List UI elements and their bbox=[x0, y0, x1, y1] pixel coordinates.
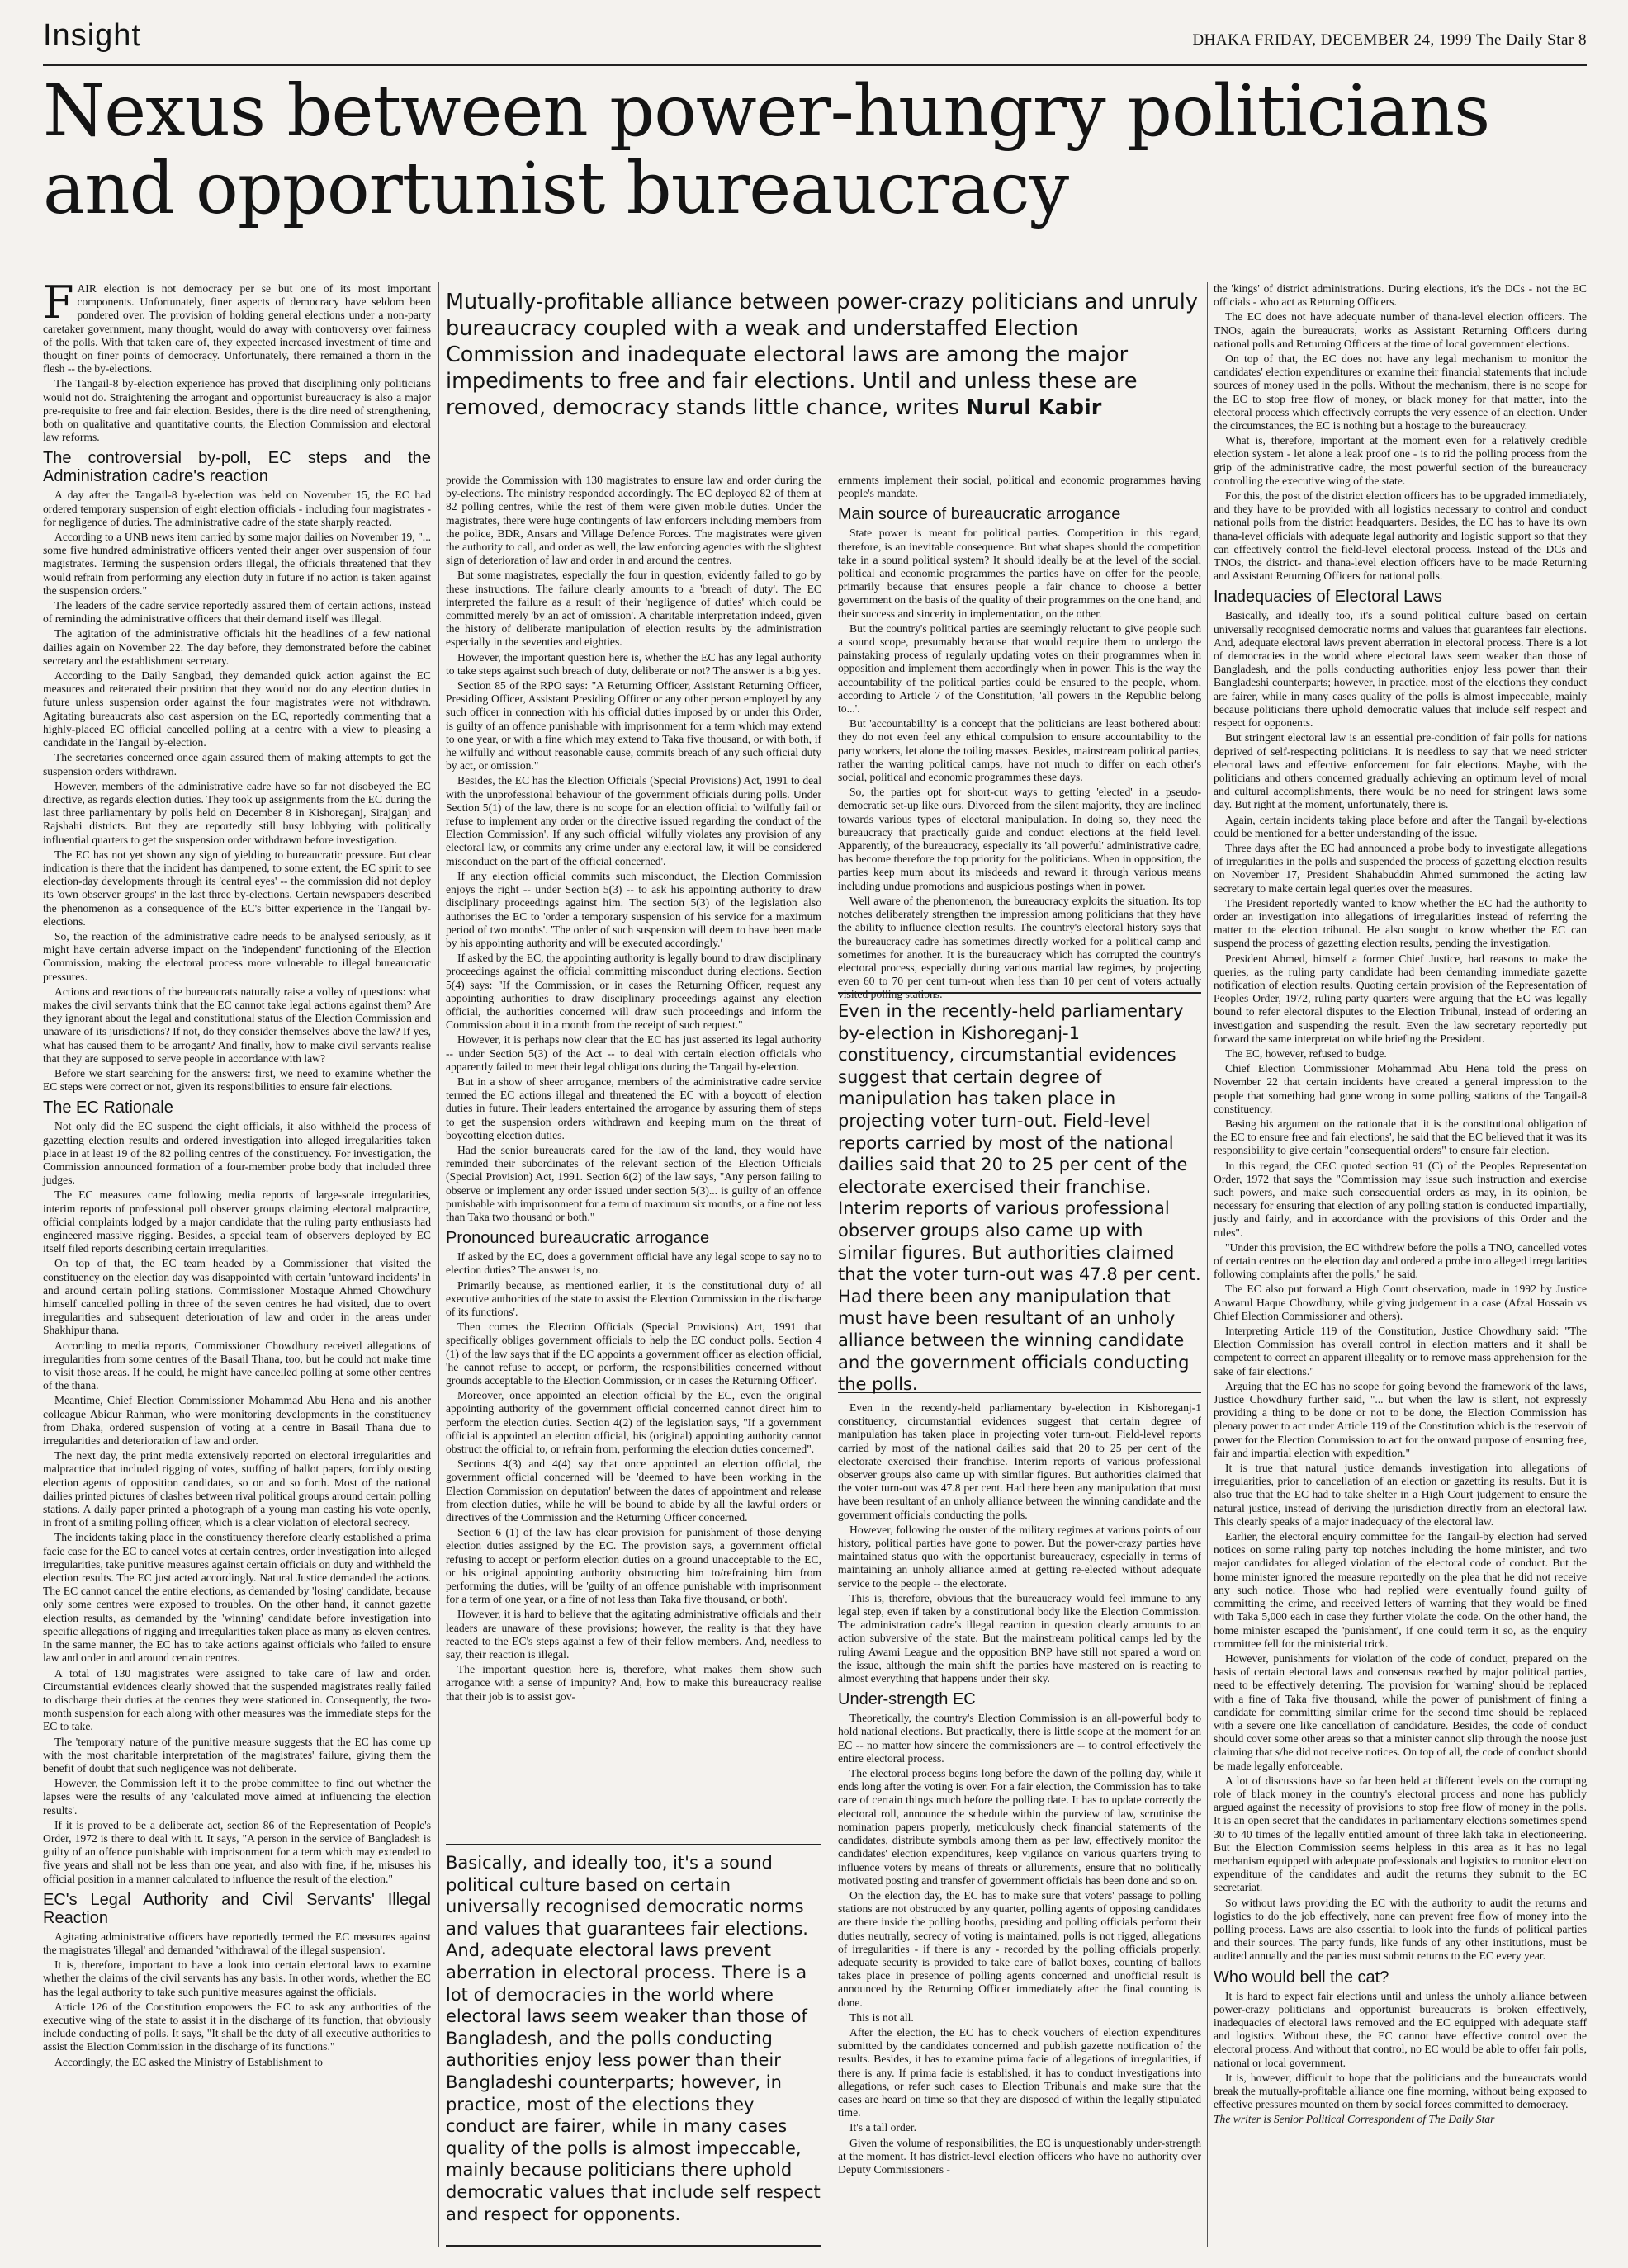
standfirst bbox=[446, 289, 1201, 464]
standfirst-text: Mutually-profitable alliance between power-crazy politicians and unruly bureaucracy coupled with a weak and understaffed Election Commission and inadequate electoral laws are among the major impediments to free and fair elections. Until and unless these are removed, democracy stands little chance, writes bbox=[446, 290, 1198, 420]
paragraph: The important question here is, therefore, what makes them show such arrogance with a sense of impunity? And, how to make this bureaucracy realise that their job is to assist gov- bbox=[446, 1663, 821, 1703]
drop-cap: F bbox=[43, 276, 74, 328]
paragraph: ernments implement their social, political and economic programmes having people's mandate. bbox=[838, 474, 1201, 500]
paragraph: Primarily because, as mentioned earlier, it is the constitutional duty of all executive authorities of the state to assist the Election Commission in the discharge of its functions'. bbox=[446, 1278, 821, 1318]
paragraph: So without laws providing the EC with the authority to audit the returns and logistics to do the job effectively, none can prevent free flow of money into the polling process. Laws are also essential to look into the funds of political parties and their sources. The party funds, like funds of any other institutions, must be audited annually and the parties must submit returns to the EC every year. bbox=[1214, 1896, 1587, 1963]
paragraph: The leaders of the cadre service reportedly assured them of certain actions, instead of reminding the administrative officers that their demand itself was illegal. bbox=[43, 599, 431, 626]
paragraph: Had the senior bureaucrats cared for the law of the land, they would have reminded their subordinates of the relevant section of the Election Officials (Special Provision) Act, 1991. Section 6(2) of the law says, "Any person failing to observe or implement any order issued under section 5(3)... is guilty of an offence punishable with imprisonment for a term of maximum six months, or a fine not less than Taka two thousand or both." bbox=[446, 1143, 821, 1223]
paragraph: However, following the ouster of the military regimes at various points of our history, political parties have gone to power. But the power-crazy parties have maintained status quo with the opportunist bureaucracy, especially in terms of maintaining an unholy alliance aimed at getting re-elected without adequate service to the people -- the electorate. bbox=[838, 1523, 1201, 1590]
paragraph: Interpreting Article 119 of the Constitution, Justice Chowdhury said: "The Election Commission has overall control in election matters and it shall be competent to correct an apparent illegality or to remove mass apprehension for the sake of fair elections." bbox=[1214, 1325, 1587, 1377]
paragraph: However, it is perhaps now clear that the EC has just asserted its legal authority -- under Section 5(3) of the Act -- to deal with certain election officials who apparently failed to meet their legal obligations during the Tangail by-election. bbox=[446, 1033, 821, 1073]
paragraph: On the election day, the EC has to make sure that voters' passage to polling stations are not obstructed by any quarter, polling agents of opposing candidates are there inside the polling booths, presiding and polling officials perform their duties neutrally, secrecy of voting is maintained, polls is not rigged, allegations of irregularities - if there is any - recorded by the polling officials properly, adequate security is provided to take care of ballot boxes, counting of ballots takes place in presence of polling agents concerned and unofficial result is announced by the Returning Officer immediately after the final counting is done. bbox=[838, 1888, 1201, 2009]
paragraph: Well aware of the phenomenon, the bureaucracy exploits the situation. Its top notches deliberately strengthen the impression among politicians that they have the ability to influence election results. The country's electoral history says that the bureaucracy cadre has sometimes directly worked for a political camp and sometimes for another. It is the bureaucracy which has corrupted the country's electoral process, especially during various martial law regimes, by projecting even 60 to 70 per cent turn-out when less than 10 per cent of voters actually visited polling stations. bbox=[838, 894, 1201, 1001]
subheading: Under-strength EC bbox=[838, 1690, 976, 1709]
paragraph: However, members of the administrative cadre have so far not disobeyed the EC directive, as regards election duties. They took up assignments from the EC during the last three parliamentary by polls held on December 8 in Kishoreganj, Sirajganj and Rajshahi districts. But they are reportedly still busy lobbying with politically influential quarters to get the suspension order withdrawn before investigation. bbox=[43, 779, 431, 846]
paragraph: The President reportedly wanted to know whether the EC had the authority to order an investigation into allegations of irregularities instead of referring the matter to the election tribunal. He also sought to know whether the EC can suspend the process of gazetting election results, pending the investigation. bbox=[1214, 896, 1587, 950]
paragraph: It is true that natural justice demands investigation into allegations of irregularities, prior to cancellation of an election or gazetting its results. But it is also true that the EC had to take shelter in a High Court judgement to ensure the natural justice, instead of deriving the jurisdiction directly from an electoral law. This clearly speaks of a major inadequacy of the electoral law. bbox=[1214, 1462, 1587, 1528]
paragraph: A total of 130 magistrates were assigned to take care of law and order. Circumstantial evidences clearly showed that the suspended magistrates really failed to discharge their duties at the centres they were stationed in. Consequently, the two-month suspension for each along with other measures was the immediate steps for the EC to take. bbox=[43, 1666, 431, 1733]
paragraph: provide the Commission with 130 magistrates to ensure law and order during the by-elections. The ministry responded accordingly. The EC deployed 82 of them at 82 polling centres, while the rest of them were given mobile duties. Under the magistrates, there were huge contingents of law enforcers including members from the police, BDR, Ansars and Village Defence Forces. The magistrates were given the authority to call, and order as well, the law enforcing agencies with the slightest sign of deterioration of law and order in and around the centres. bbox=[446, 474, 821, 567]
paragraph: According to a UNB news item carried by some major dailies on November 19, "... some five hundred administrative officers vented their anger over suspension of four magistrates. Terming the suspension orders illegal, the officials threatened that they would refrain from performing any election duty in future if no action is taken against the suspension orders." bbox=[43, 531, 431, 597]
paragraph: State power is meant for political parties. Competition in this regard, therefore, is an inevitable consequence. But what shapes should the competition take in a sound political system? It should ideally be at the level of the social, political and economic programmes the parties have on offer for the people, primarily because that ensures people a fair chance to choose a better government on the basis of the quality of their programmes on the one hand, and their success and sincerity in implementation, on the other. bbox=[838, 527, 1201, 620]
paragraph: So, the reaction of the administrative cadre needs to be analysed seriously, as it might have certain adverse impact on the 'independent' functioning of the Election Commission, making the electoral process more vulnerable to illegal bureaucratic pressures. bbox=[43, 929, 431, 983]
headline: Nexus between power-hungry politicians and opportunist bureaucracy bbox=[43, 70, 1490, 230]
paragraph: But in a show of sheer arrogance, members of the administrative cadre service termed the EC actions illegal and threatened the EC with a boycott of election duties in future. Their leaders entertained the arrogance by assuring them of steps to get the suspension orders withdrawn and keeping mum on the threat of boycotting election duties. bbox=[446, 1075, 821, 1141]
dateline: DHAKA FRIDAY, DECEMBER 24, 1999 The Daily Star 8 bbox=[1192, 31, 1587, 49]
paragraph: This is, therefore, obvious that the bureaucracy would feel immune to any legal step, even if taken by a constitutional body like the Election Commission. The administration cadre's illegal reaction in question clearly amounts to an action subversive of the state. But the mainstream political camps led by the ruling Awami League and the opposition BNP have still not spared a word on the issue, although the main shift the parties have mastered on is reacting to almost everything that happens under their sky. bbox=[838, 1591, 1201, 1685]
paragraph: Section 85 of the RPO says: "A Returning Officer, Assistant Returning Officer, Presiding Officer, Assistant Presiding Officer or any other person employed by any such officer in connection with his official duties imposed by or under this Order, is guilty of an offence punishable with imprisonment for a term which may extend to one year, or with a fine which may extend to Taka five thousand, or with both, if he wilfully and without reasonable cause, commits breach of any such official duty by act, or omission." bbox=[446, 679, 821, 773]
paragraph: Not only did the EC suspend the eight officials, it also withheld the process of gazetting election results and ordered investigation into alleged irregularities taken place in at least 19 of the 82 polling centres of the constituency. For investigation, the Commission announced formation of a four-member probe body that included three judges. bbox=[43, 1120, 431, 1187]
paragraph: The incidents taking place in the constituency therefore clearly established a prima facie case for the EC to cancel votes at certain centres, order investigation into alleged irregularities, take punitive measures against certain officials on duty and withheld the election results. The EC just acted accordingly. Natural Justice demanded the actions. The EC cannot cancel the entire elections, as demanded by 'losing' candidate, because only some centres were exposed to troubles. On the other hand, it cannot gazette election results, as demanded by the 'winning' candidate before investigation into specific allegations of rigging and irregularities taken place as many as eleven centres. In the same manner, the EC has to take actions against officials who failed to ensure law and order in and around certain centres. bbox=[43, 1531, 431, 1665]
paragraph: The EC, however, refused to budge. bbox=[1225, 1047, 1387, 1060]
paragraph: If asked by the EC, does a government official have any legal scope to say no to election duties? The answer is, no. bbox=[446, 1250, 821, 1277]
paragraph: A day after the Tangail-8 by-election was held on November 15, the EC had ordered temporary suspension of eight election officials - including four magistrates - for negligence of duties. The administrative cadre of the state sharply reacted. bbox=[43, 489, 431, 528]
paragraph: Besides, the EC has the Election Officials (Special Provisions) Act, 1991 to deal with the unprofessional behaviour of the government officials during polls. Under Section 5(1) of the law, there is no scope for an election official to 'wilfully fail or refuse to implement any order or the directive issued regarding the conduct of the Election Commission'. If any such official 'wilfully violates any provision of any electoral law, or commits any crime under any electoral law, it will be considered misconduct on the part of the official concerned'. bbox=[446, 774, 821, 867]
paragraph: On top of that, the EC does not have any legal mechanism to monitor the candidates' election expenditures or examine their financial statements that include sources of money used in the polls. Without the mechanism, there is no scope for the EC to stop free flow of money, or black money for that matter, into the electoral process which effectively corrupts the very essence of an election. Under the circumstances, the EC is nothing but a hostage to the bureaucracy. bbox=[1214, 352, 1587, 432]
paragraph: FAIR election is not democracy per se but one of its most important components. Unfortunately, finer aspects of democracy have seldom been pondered over. The provision of holding general elections under a non-party caretaker government, many thought, would do away with controversy over fairness of the polls. With that taken care of, they expected increased investment of time and thought on finer points of democracy. Unfortunately, there remained a thorn in the flesh -- the by-elections. bbox=[43, 276, 431, 376]
paragraph: Agitating administrative officers have reportedly termed the EC measures against the magistrates 'illegal' and demanded 'withdrawal of the illegal suspension'. bbox=[43, 1930, 431, 1956]
paragraph: The EC has not yet shown any sign of yielding to bureaucratic pressure. But clear indication is there that the incident has dampened, to some extent, the EC spirit to see election-day developments through its 'central eyes' -- the commission did not deploy its 'own observer groups' in the last three by-elections. Certain newspapers described the phenomenon as a consequence of the EC's bitter experience in the Tangail by-elections. bbox=[43, 848, 431, 928]
paragraph: The Tangail-8 by-election experience has proved that disciplining only politicians would not do. Straightening the arrogant and opportunist bureaucracy is also a major pre-requisite to free and fair election. Besides, there is the dire need of strengthening, both on qualitative and quantitative counts, the Election Commission and electoral law reforms. bbox=[43, 377, 431, 444]
paragraph: Then comes the Election Officials (Special Provisions) Act, 1991 that specifically obliges government officials to help the EC conduct polls. Section 4 (1) of the law says that if the EC appoints a government officer as election official, 'he cannot refuse to accept, or perform, the responsibilities concerned without grounds acceptable to the Election Commission, or in cases the Returning Officer'. bbox=[446, 1321, 821, 1387]
paragraph: President Ahmed, himself a former Chief Justice, had reasons to make the queries, as the ruling party candidate had been demanding immediate gazette notification of election results. Quoting certain provision of the Representation of Peoples Order, 1972, ruling party quarters were arguing that the EC was legally bound to refer electoral disputes to the Election Tribunal, instead of ordering an investigation and suspending the result. Even the law secretary reportedly put forward the same interpretation while briefing the President. bbox=[1214, 952, 1587, 1045]
subheading: Inadequacies of Electoral Laws bbox=[1214, 588, 1442, 607]
paragraph: According to the Daily Sangbad, they demanded quick action against the EC measures and reiterated their position that they would not do any election duties in future unless suspension order against the four magistrates were not withdrawn. Agitating bureaucrats also cast aspersion on the EC, reportedly commenting that a highly-placed EC official cancelled polling at a centre with a view to pleasing a candidate in the Tangail by-election. bbox=[43, 669, 431, 749]
paragraph: Given the volume of responsibilities, the EC is unquestionably under-strength at the moment. It has district-level election officers who have no authority over Deputy Commissioners - bbox=[838, 2136, 1201, 2176]
paragraph: However, it is hard to believe that the agitating administrative officials and their leaders are unaware of these provisions; however, the reality is that they have reacted to the EC's steps against a few of their fellow members. And, needless to say, their reaction is illegal. bbox=[446, 1608, 821, 1661]
article-column-1 bbox=[43, 276, 431, 2247]
writer-byline: The writer is Senior Political Correspondent of The Daily Star bbox=[1214, 2113, 1495, 2126]
pull-quote: Basically, and ideally too, it's a sound political culture based on certain universally recognised democratic norms and values that guarantees fair elections. And, adequate electoral laws prevent aberration in electoral process. There is a lot of democracies in the world where electoral laws seem weaker than those of Bangladesh, and the polls conducting authorities enjoy less power than their Bangladeshi counterparts; however, in practice, most of the elections they conduct are fairer, while in many cases quality of the polls is almost impeccable, mainly because politicians there uphold democratic values that include self respect and respect for opponents. bbox=[446, 1844, 821, 2247]
paragraph: Theoretically, the country's Election Commission is an all-powerful body to hold national elections. But practically, there is little scope at the moment for an EC -- no matter how sincere the commissioners are -- to control effectively the entire electoral process. bbox=[838, 1712, 1201, 1765]
paragraph: After the election, the EC has to check vouchers of election expenditures submitted by the candidates concerned and publish gazette notification of the results. Besides, it has to examine prima facie of allegations of irregularities, if there is any. If prima facie is established, it has to conduct investigations into allegations, or refer such cases to Election Tribunals and make sure that the cases are heard on time so that they are disposed of within the legally stipulated time. bbox=[838, 2025, 1201, 2119]
paragraph: The EC measures came following media reports of large-scale irregularities, interim reports of professional poll observer groups claiming electoral malpractice, official complaints lodged by a major candidate that the ruling party enthusiasts had engineered massive rigging. Besides, a special team of observers deployed by EC itself filed reports describing certain irregularities. bbox=[43, 1188, 431, 1255]
article-column-2 bbox=[446, 474, 821, 1836]
paragraph: The EC also put forward a High Court observation, made in 1992 by Justice Anwarul Haque Chowdhury, while giving judgement in a case (Afzal Hossain vs Chief Election Commissioner and others). bbox=[1214, 1283, 1587, 1322]
subheading: EC's Legal Authority and Civil Servants' Illegal Reaction bbox=[43, 1890, 431, 1927]
author-name: Nurul Kabir bbox=[965, 395, 1102, 420]
paragraph: It is, therefore, important to have a look into certain electoral laws to examine whether the claims of the civil servants has any basis. In other words, whether the EC has the legal authority to take such punitive measures against the officials. bbox=[43, 1959, 431, 1998]
paragraph: the 'kings' of district administrations. During elections, it's the DCs - not the EC officials - who act as Returning Officers. bbox=[1214, 282, 1587, 309]
column-rule bbox=[1207, 282, 1208, 2247]
paragraph: However, punishments for violation of the code of conduct, prepared on the basis of certain electoral laws and consensus reached by major political parties, need to be effectively deterring. The provision for 'warning' should be replaced with a fine of Taka five thousand, while the power of punishment of fining a candidate for committing similar crime for the second time should be replaced with a severe one like cancellation of candidature. Besides, the code of conduct should cover some other areas so that a minister cannot slip through the noose just claiming that s/he did not receive notices. On top of all, the code of conduct should be made legally enforceable. bbox=[1214, 1651, 1587, 1772]
subheading: Pronounced bureaucratic arrogance bbox=[446, 1229, 710, 1248]
paragraph: This is not all. bbox=[849, 2010, 914, 2024]
paragraph: According to media reports, Commissioner Chowdhury received allegations of irregularities from some centres of the Basail Thana, too, but he could not make time to visit those areas. If he could, he might have cancelled polling at some other centres of the thana. bbox=[43, 1339, 431, 1392]
paragraph: It is, however, difficult to hope that the politicians and the bureaucrats would break the mutually-profitable alliance one fine morning, without being exposed to effective pressures mounted on them by social forces committed to democracy. bbox=[1214, 2071, 1587, 2111]
paragraph: Article 126 of the Constitution empowers the EC to ask any authorities of the executive wing of the state to assist it in the discharge of its function, that obviously include conducting of polls. It says, "It shall be the duty of all executive authorities to assist the Election Commission in the discharge of its functions." bbox=[43, 2000, 431, 2053]
subheading: Main source of bureaucratic arrogance bbox=[838, 505, 1121, 524]
paragraph: Accordingly, the EC asked the Ministry of Establishment to bbox=[54, 2055, 323, 2068]
paragraph: The 'temporary' nature of the punitive measure suggests that the EC has come up with the most charitable interpretation of the magistrates' failure, giving them the benefit of doubt that such negligence was not deliberate. bbox=[43, 1735, 431, 1774]
paragraph: But the country's political parties are seemingly reluctant to give people such a sound scope, presumably because that would require them to undergo the painstaking process of regularly updating votes on their programmes when in opposition and implement them accordingly when in power. This is the way the accountability of the political parties could be ensured to the people, whom, according to Article 7 of the Constitution, 'all powers in the Republic belong to...'. bbox=[838, 621, 1201, 716]
paragraph: The secretaries concerned once again assured them of making attempts to get the suspension orders withdrawn. bbox=[43, 751, 431, 777]
paragraph: Again, certain incidents taking place before and after the Tangail by-elections could be mentioned for a better understanding of the issue. bbox=[1214, 813, 1587, 839]
paragraph: Section 6 (1) of the law has clear provision for punishment of those denying election duties assigned by the EC. The provision says, a government official refusing to accept or perform election duties on a ground unacceptable to the EC, or his original appointing authority obstructing him to/refraining him from performing the duties, will be 'guilty of an offence punishable with imprisonment for a term of one year, or a fine of not less than Taka five thousand, or both'. bbox=[446, 1526, 821, 1606]
paragraph: On top of that, the EC team headed by a Commissioner that visited the constituency on the election day was disappointed with certain 'untoward incidents' in and around certain polling stations. Commissioner Mostaque Ahmed Chowdhury himself cancelled polling in three of the seven centres he had visited, due to overt irregularities and subsequent deterioration of law and order in the areas under Shakhipur thana. bbox=[43, 1257, 431, 1337]
paragraph: The agitation of the administrative officials hit the headlines of a few national dailies again on November 22. The day before, they demonstrated before the cabinet secretary and the establishment secretary. bbox=[43, 627, 431, 667]
paragraph: Three days after the EC had announced a probe body to investigate allegations of irregularities in the polls and suspended the process of gazetting election results on November 17, President Shahabuddin Ahmed summoned the acting law secretary to make certain legal queries over the measures. bbox=[1214, 841, 1587, 895]
paragraph: However, the important question here is, whether the EC has any legal authority to take steps against such breach of duty, deliberate or not? The answer is a big yes. bbox=[446, 650, 821, 677]
paragraph: But 'accountability' is a concept that the politicians are least bothered about: they do not even feel any ethical compulsion to ensure accountability to the party workers, let alone the toiling masses. Besides, mainstream political parties, rather the warring political camps, have not much to differ on each other's social, political and economic programmes these days. bbox=[838, 717, 1201, 784]
article-column-3-lower bbox=[838, 1401, 1201, 2251]
paragraph: Actions and reactions of the bureaucrats naturally raise a volley of questions: what makes the civil servants think that the EC cannot take legal actions against them? Are they ignorant about the legal and constitutional status of the Election Commission and unaware of its jurisdictions? If not, do they consider themselves above the law? If yes, what has caused them to be arrogant? And finally, how to make civil servants realise that they are supposed to serve people in accordance with law? bbox=[43, 985, 431, 1065]
section-label: Insight bbox=[43, 18, 141, 53]
paragraph: The EC does not have adequate number of thana-level election officers. The TNOs, again the bureaucrats, works as Assistant Returning Officers during national polls and Returning Officers at the time of local government elections. bbox=[1214, 310, 1587, 350]
paragraph: But some magistrates, especially the four in question, evidently failed to go by these instructions. The failure clearly amounts to a 'breach of duty'. The EC interpreted the failure as a result of their 'negligence of duties' which could be committed merely 'by an act of omission'. A charitable interpretation indeed, given the history of deliberate manipulation of election results by the administration especially in the seventies and eighties. bbox=[446, 569, 821, 649]
subheading: Who would bell the cat? bbox=[1214, 1968, 1389, 1987]
subheading: The controversial by-poll, EC steps and the Administration cadre's reaction bbox=[43, 449, 431, 486]
paragraph: Basically, and ideally too, it's a sound political culture based on certain universally recognised democratic norms and values that guarantees fair elections. And, adequate electoral laws prevent aberration in electoral process. There is a lot of democracies in the world where electoral laws seem weaker than those of Bangladesh, and the polls conducting authorities enjoy less power than their Bangladeshi counterparts; however, in practice, most of the elections they conduct are fairer, while in many cases quality of the polls is almost impeccable, mainly because politicians there uphold democratic values that include self respect and respect for opponents. bbox=[1214, 609, 1587, 730]
paragraph: The next day, the print media extensively reported on electoral irregularities and malpractice that included rigging of votes, stuffing of ballot papers, forcibly ousting election agents of opposition candidates, so on and so forth. Most of the national dailies printed pictures of clashes between rival political groups around certain polling stations. A daily paper printed a photograph of a young man casting his vote openly, in front of a smiling polling officer, which is a clear violation of electoral secrecy. bbox=[43, 1449, 431, 1529]
paragraph: Earlier, the electoral enquiry committee for the Tangail-by election had served notices on some ruling party top notches including the home minister, and two major candidates for alleged violation of the electoral code of conduct. But the home minister ignored the measure reportedly on the plea that he did not receive any such notice. Those who had replied were eventually found guilty of committing the crime, and received letters of warning that they would be fined with Taka 5,000 each in case they further violate the code. On the other hand, the home minister escaped the 'punishment', if one could term it so, as the enquiry committee fell for the ministerial trick. bbox=[1214, 1530, 1587, 1650]
paragraph: If any election official commits such misconduct, the Election Commission enjoys the right -- under Section 5(3) -- to ask his appointing authority to draw disciplinary proceedings against him. The section 5(3) of the legislation also authorises the EC to 'order a temporary suspension of his service for a maximum period of two months'. 'The order of such suspension will deem to have been made by his appointing authority and will be executed accordingly.' bbox=[446, 869, 821, 949]
paragraph: "Under this provision, the EC withdrew before the polls a TNO, cancelled votes of certain centres on the election day and ordered a probe into alleged irregularities following complaints after the polls," he said. bbox=[1214, 1240, 1587, 1281]
paragraph: It's a tall order. bbox=[849, 2121, 916, 2134]
subheading: The EC Rationale bbox=[43, 1099, 173, 1117]
paragraph: Before we start searching for the answers: first, we need to examine whether the EC steps were correct or not, given its responsibilities to ensure fair elections. bbox=[43, 1066, 431, 1094]
paragraph: It is hard to expect fair elections until and unless the unholy alliance between power-crazy politicians and opportunist bureaucrats is broken effectively, inadequacies of electoral laws removed and the EC equipped with adequate staff and logistics. Without these, the EC cannot have effective control over the electoral process. And without that control, no EC would be able to offer fair polls, national or local government. bbox=[1214, 1989, 1587, 2069]
paragraph: If it is proved to be a deliberate act, section 86 of the Representation of People's Order, 1972 is there to deal with it. It says, "A person in the service of Bangladesh is guilty of an offence punishable with imprisonment for a term which may extended to five years and shall not be less than one year, and also with fine, if he, misuses his official position in a manner calculated to influence the result of the election." bbox=[43, 1818, 431, 1885]
paragraph: Chief Election Commissioner Mohammad Abu Hena told the press on November 22 that certain incidents have created a general impression to the people that something had gone wrong in some polling stations of the Tangail-8 constituency. bbox=[1214, 1062, 1587, 1115]
article-column-4 bbox=[1214, 282, 1587, 2247]
paragraph: Moreover, once appointed an election official by the EC, even the original appointing authority of the government official concerned cannot direct him to perform the election duties. Section 4(2) of the legislation says, "If a government official is appointed an election official, his (original) appointing authority cannot obstruct the official to, or refrain from, performing the election duties concerned". bbox=[446, 1389, 821, 1456]
paragraph: Arguing that the EC has no scope for going beyond the framework of the laws, Justice Chowdhury further said, "... but when the law is silent, not expressly providing a thing to be done or not to be done, the Election Commission has plenary power to act under Article 119 of the Constitution which is the reservoir of power for the Election Commission to act for the onward purpose of ensuring free, fair and impartial election with expedition." bbox=[1214, 1379, 1587, 1459]
article-column-3 bbox=[838, 474, 1201, 1001]
paragraph: However, the Commission left it to the probe committee to find out whether the lapses were the results of any 'calculated move aimed at influencing the election results'. bbox=[43, 1777, 431, 1817]
paragraph: Even in the recently-held parliamentary by-election in Kishoreganj-1 constituency, circumstantial evidences suggest that certain degree of manipulation has taken place in projecting voter turn-out. Field-level reports carried by most of the national dailies said that 20 to 25 per cent of the electorate exercised their franchise. Interim reports of various professional observer groups also came up with similar figures. But authorities claimed that the voter turn-out was 47.8 per cent. Had there been any manipulation that must have been resultant of an unholy alliance between the winning candidate and the government officials conducting the polls. bbox=[838, 1401, 1201, 1521]
paragraph: In this regard, the CEC quoted section 91 (C) of the Peoples Representation Order, 1972 that says the "Commission may issue such instruction and exercise such powers, and make such consequential orders as may, in its opinion, be necessary for ensuring that election of any polling station is conducted impartially, justly and fairly, and in accordance with the provisions of this Order and the rules". bbox=[1214, 1159, 1587, 1239]
paragraph: The electoral process begins long before the dawn of the polling day, while it ends long after the voting is over. For a fair election, the Commission has to take care of certain things much before the polling date. It has to update correctly the electoral roll, announce the schedule within the purview of law, scrutinise the nomination papers properly, meticulously check financial statements of the candidates, distribute symbols among them as per law, effectively monitor the candidates' election expenditures, keep vigilance on various quarters trying to influence voters by means of threats or allurements, ensure that no politically motivated posting and transfer of government officials has been done and so on. bbox=[838, 1767, 1201, 1887]
paragraph: So, the parties opt for short-cut ways to getting 'elected' in a pseudo-democratic set-up like ours. Divorced from the silent majority, they are inclined towards various types of electoral manipulation. In doing so, they need the bureaucracy that practically guide and conduct elections at the field level. Apparently, of the bureaucracy, especially its 'all powerful' administrative cadre, has become therefore the top priority for the politicians. When in opposition, the parties keep mum about its misdeeds and reward it through various means including undue promotions and auspicious postings when in power. bbox=[838, 786, 1201, 892]
column-rule bbox=[438, 282, 439, 2247]
paragraph: A lot of discussions have so far been held at different levels on the corrupting role of black money in the country's electoral process and none has publicly argued against the necessity of provisions to stop free flow of money in the polls. It is an open secret that the candidates in parliamentary elections sometimes spend 30 to 40 times of the legally entitled amount of three lakh taka in electioneering. But the Election Commission seems helpless in this area as it has no legal mechanism equipped with adequate professionals and logistics to monitor election expenditure of the candidates and audit the returns they submit to the EC secretariat. bbox=[1214, 1774, 1587, 1894]
paragraph: For this, the post of the district election officers has to be upgraded immediately, and they have to be provided with all logistics necessary to control and conduct national polls from the district headquarters. Besides, the EC has to have its own thana-level officials with adequate legal authority and logistic support so that they can effectively control the field-level electoral process. Instead of the DCs and TNOs, the district- and thana-level election officers have to be made Returning and Assistant Returning Officers for national polls. bbox=[1214, 489, 1587, 583]
pull-quote: Even in the recently-held parliamentary by-election in Kishoreganj-1 constituency, circumstantial evidences suggest that certain degree of manipulation has taken place in projecting voter turn-out. Field-level reports carried by most of the national dailies said that 20 to 25 per cent of the electorate exercised their franchise. Interim reports of various professional observer groups also came up with similar figures. But authorities claimed that the voter turn-out was 47.8 per cent. Had there been any manipulation that must have been resultant of an unholy alliance between the winning candidate and the government officials conducting the polls. bbox=[838, 992, 1201, 1393]
page-header bbox=[43, 18, 1587, 66]
paragraph: Basing his argument on the rationale that 'it is the constitutional obligation of the EC to ensure free and fair elections', he said that the EC believed that it was its responsibility to give certain "consequential orders" to ensure fair election. bbox=[1214, 1117, 1587, 1157]
paragraph: If asked by the EC, the appointing authority is legally bound to draw disciplinary proceedings against the official committing misconduct during elections. Section 5(4) says: "If the Commission, or in cases the Returning Officer, request any appointing authorities to draw disciplinary proceedings against any election official, the authorities concerned will draw such proceedings and inform the Commission about it in a month from the receipt of such request." bbox=[446, 952, 821, 1032]
paragraph: Sections 4(3) and 4(4) say that once appointed an election official, the government official concerned will be 'deemed to have been working in the Election Commission on deputation' between the dates of appointment and release from election duties, while he will be bound to abide by all the lawful orders or directives of the Commission and the Returning Officer concerned. bbox=[446, 1458, 821, 1524]
paragraph: But stringent electoral law is an essential pre-condition of fair polls for nations deprived of self-respecting politicians. It is needless to say that we need stricter electoral laws and effective enforcement for fair elections. Maybe, with the politicians and others concerned gradually achieving an optimum level of moral and cultural accomplishments, there would be no need for stringent laws some day. But right at the moment, unfortunately, there is. bbox=[1214, 731, 1587, 811]
paragraph: Meantime, Chief Election Commissioner Mohammad Abu Hena and his another colleague Abidur Rahman, who were monitoring developments in the constituency from Dhaka, ordered suspension of voting at a centre in Basail Thana due to irregularities and deterioration of law and order. bbox=[43, 1394, 431, 1448]
paragraph: What is, therefore, important at the moment even for a relatively credible election system - let alone a leak proof one - is to rid the polling process from the grip of the administrative cadre, the most powerful section of the bureaucracy controlling the executive wing of the state. bbox=[1214, 434, 1587, 487]
